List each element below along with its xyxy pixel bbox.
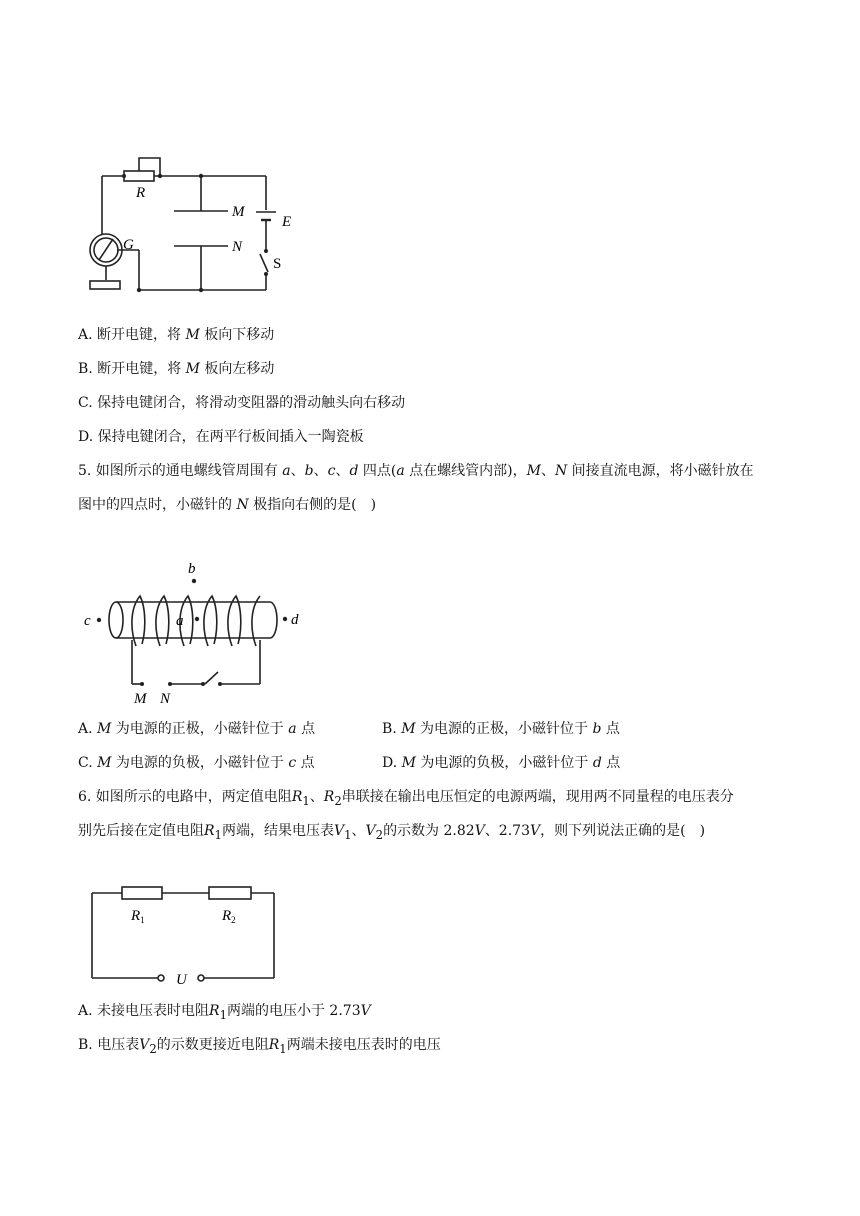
- label-R2: R: [222, 908, 232, 924]
- solenoid-diagram: [80, 560, 320, 710]
- point-a: [195, 617, 199, 621]
- label-S: S: [273, 256, 282, 272]
- capacitor-circuit-diagram: [84, 150, 304, 300]
- q4-option-a[interactable]: A. 断开电键，将 M 板向下移动: [78, 327, 275, 343]
- point-b: [192, 579, 196, 583]
- label-c: c: [84, 613, 91, 629]
- q5-option-d[interactable]: D. M 为电源的负极，小磁针位于 d 点: [382, 755, 621, 771]
- q5-option-a[interactable]: A. M 为电源的正极，小磁针位于 a 点: [78, 721, 316, 737]
- label-E: E: [282, 214, 292, 230]
- label-R1: R: [131, 908, 141, 924]
- point-c: [97, 618, 101, 622]
- q5-option-c[interactable]: C. M 为电源的负极，小磁针位于 c 点: [78, 755, 315, 771]
- q6-option-a[interactable]: A. 未接电压表时电阻$R_1$两端的电压小于 2.73V: [78, 1003, 371, 1022]
- svg-text:R1: $R_1$: [131, 908, 145, 925]
- series-resistor-circuit: [84, 878, 284, 988]
- svg-text:R2: $R_2$: [222, 908, 236, 925]
- label-N: N: [160, 691, 171, 707]
- label-R: R: [136, 185, 146, 201]
- label-a: a: [176, 613, 184, 629]
- q4-option-c[interactable]: C. 保持电键闭合，将滑动变阻器的滑动触头向右移动: [78, 395, 406, 411]
- label-U: U: [176, 972, 187, 988]
- label-N: N: [232, 239, 243, 255]
- label-G: G: [123, 237, 134, 253]
- label-M: M: [134, 691, 147, 707]
- q6-stem-line1: 6. 如图所示的电路中，两定值电阻$R_1$、$R_2$串联接在输出电压恒定的电源两端，现用两不同量程的电压表分: [78, 789, 734, 808]
- q4-option-b[interactable]: B. 断开电键，将 M 板向左移动: [78, 361, 275, 377]
- q5-option-b[interactable]: B. M 为电源的正极，小磁针位于 b 点: [382, 721, 620, 737]
- q5-stem-line2: 图中的四点时，小磁针的 N 极指向右侧的是( ): [78, 497, 377, 513]
- q5-stem-line1: 5. 如图所示的通电螺线管周围有 a、b、c、d 四点(a 点在螺线管内部)，M、N 间接直流电源，将小磁针放在: [78, 463, 754, 479]
- label-b: b: [188, 561, 196, 577]
- point-d: [283, 617, 287, 621]
- q4-option-d[interactable]: D. 保持电键闭合，在两平行板间插入一陶瓷板: [78, 429, 364, 445]
- label-d: d: [291, 612, 299, 628]
- label-M: M: [232, 204, 245, 220]
- q6-option-b[interactable]: B. 电压表$V_2$的示数更接近电阻$R_1$两端未接电压表时的电压: [78, 1037, 441, 1056]
- q6-stem-line2: 别先后接在定值电阻$R_1$两端，结果电压表$V_1$、$V_2$的示数为 2.82V、2.73V，则下列说法正确的是( ): [78, 823, 706, 842]
